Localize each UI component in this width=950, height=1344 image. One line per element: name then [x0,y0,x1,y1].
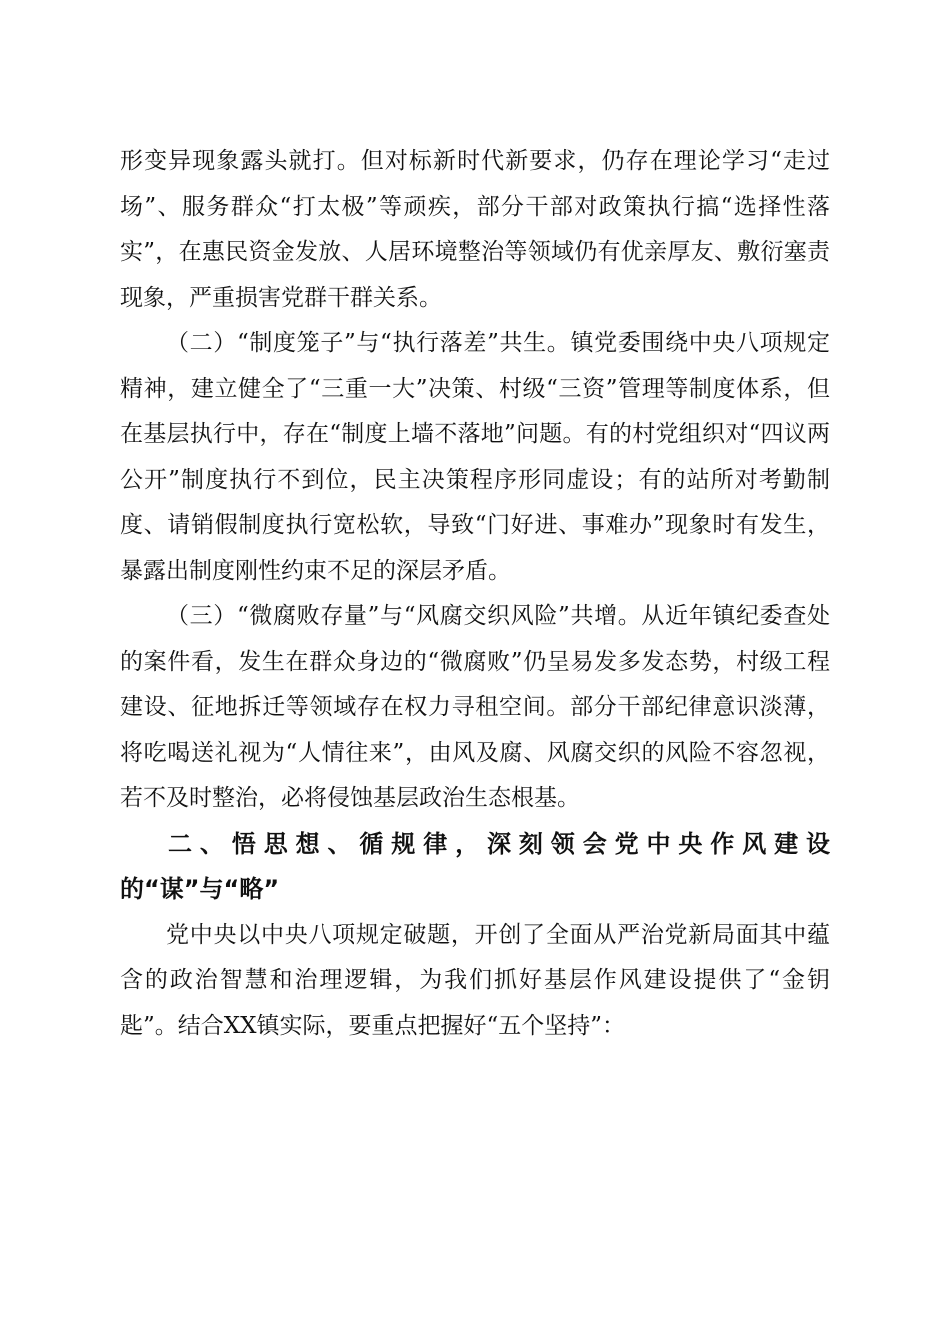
paragraph-central-guidance: 党中央以中央八项规定破题，开创了全面从严治党新局面其中蕴含的政治智慧和治理逻辑，为我们抓好基层作风建设提供了“金钥匙”。结合XX镇实际，要重点把握好“五个坚持”： [120,921,830,1039]
paragraph-continued: 形变异现象露头就打。但对标新时代新要求，仍存在理论学习“走过场”、服务群众“打太极”等顽疾，部分干部对政策执行搞“选择性落实”，在惠民资金发放、人居环境整治等领域仍有优亲厚友、敷衍塞责现象，严重损害党群干群关系。 [120,148,830,311]
section-heading-two: 二、悟思想、循规律，深刻领会党中央作风建设的“谋”与“略” [120,829,830,903]
document-body [120,139,830,1049]
paragraph-micro-corruption: （三）“微腐败存量”与“风腐交织风险”共增。从近年镇纪委查处的案件看，发生在群众身边的“微腐败”仍呈易发多发态势，村级工程建设、征地拆迁等领域存在权力寻租空间。部分干部纪律意识淡薄，将吃喝送礼视为“人情往来”，由风及腐、风腐交织的风险不容忽视，若不及时整治，必将侵蚀基层政治生态根基。 [120,603,830,811]
paragraph-system-execution: （二）“制度笼子”与“执行落差”共生。镇党委围绕中央八项规定精神，建立健全了“三重一大”决策、村级“三资”管理等制度体系，但在基层执行中，存在“制度上墙不落地”问题。有的村党组织对“四议两公开”制度执行不到位，民主决策程序形同虚设；有的站所对考勤制度、请销假制度执行宽松软，导致“门好进、事难办”现象时有发生，暴露出制度刚性约束不足的深层矛盾。 [120,330,830,584]
